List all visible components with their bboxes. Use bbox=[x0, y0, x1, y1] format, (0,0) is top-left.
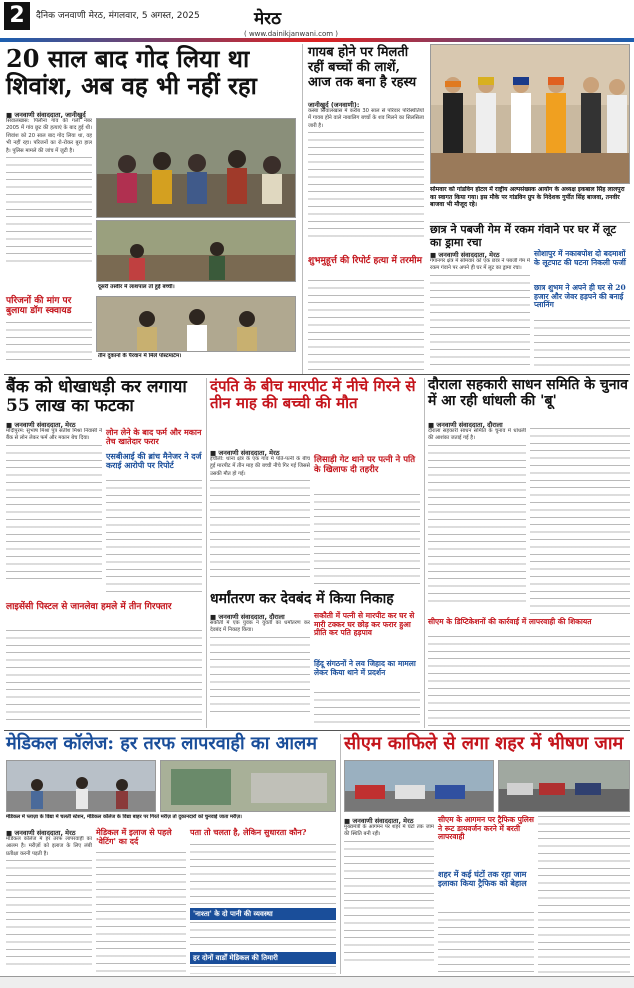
story1-byline: ■ जनवाणी संवाददाता, जानीखुर्द bbox=[6, 111, 86, 119]
story3-sidebar-headline2: छात्र शुभम ने अपने ही घर से 20 हजार और जेवर हड़पने की बनाई प्लानिंग bbox=[534, 283, 626, 310]
story4-highlight2: एसबीआई की ब्रांच मैनेजर ने दर्ज कराई आरोपी पर रिपोर्ट bbox=[106, 451, 202, 471]
story2-body: कस्बा सिवालखास में करीब 30 साल से परिवार परिस्थितियों में गायब होने वाले नाबालिग बच्चों के शव मिलने का सिलसिला जारी है। bbox=[308, 108, 424, 254]
story6-headline: दौराला सहकारी साधन समिति के चुनाव में आ रही धांधली की 'बू' bbox=[428, 377, 628, 409]
story8-byline: ■ जनवाणी संवाददाता, मेरठ bbox=[6, 829, 76, 837]
story9-photo2 bbox=[498, 760, 630, 812]
story8-body: मेडिकल कॉलेज में हर तरफ लापरवाही का आलम है। मरीज़ों को इलाज के लिए लंबी प्रतीक्षा करनी पड़ती है। bbox=[6, 836, 92, 974]
story5-body-continued bbox=[314, 494, 420, 588]
section-divider bbox=[4, 730, 630, 731]
story1-photo-caption: दूसरी तस्वीर में लाशपाल तो हुई बच्ची। bbox=[98, 284, 175, 290]
story7-byline: ■ जनवाणी संवाददाता, दौराला bbox=[210, 613, 285, 621]
body-text-lines bbox=[6, 860, 92, 970]
story8-subheadline2: पता तो चलता है, लेकिन सुधारता कौन? bbox=[190, 827, 307, 837]
story8-body-col2 bbox=[96, 852, 186, 974]
website-link[interactable]: ( www.dainikjanwani.com ) bbox=[244, 30, 339, 38]
column-divider bbox=[302, 44, 303, 374]
story3-headline: छात्र ने पबजी गेम में रकम गंवाने पर घर में लूट का ड्रामा रचा bbox=[430, 223, 617, 249]
story8-subheadline: मेडिकल में इलाज से पहले 'वेटिंग' का दर्द bbox=[96, 827, 172, 847]
story4-highlight: लोन लेने के बाद फर्म और मकान तेच खातेदार फरार bbox=[106, 427, 202, 447]
story2-body-continued bbox=[308, 280, 424, 372]
story9-subheadline2: शहर में कई घंटों तक रहा जाम इलाका किया ट्रैफिक को बेहाल bbox=[438, 869, 527, 889]
body-text-lines bbox=[6, 157, 92, 267]
traffic-photo bbox=[345, 761, 494, 812]
story1-photo2 bbox=[96, 296, 296, 352]
hospital-photo bbox=[7, 761, 156, 812]
section-title: मेरठ bbox=[254, 9, 281, 29]
event-photo-caption: सोमवार को गांडविन होटल में राष्ट्रीय अल्पसंख्यक आयोग के अध्यक्ष इकबाल सिंह लालपुरा का स्वागत किया गया। इस मौके पर गांडविन ग्रुप के निदेशक गुर्पीत सिंह बाजवा, तनवीर बाजवा भी मौजूद रहे। bbox=[430, 186, 625, 209]
story1-photo2-caption: तीन दुकानों के पैरवान में मिले पोस्टमार्टम। bbox=[98, 353, 182, 359]
story1-body: सिवालखास: पिलौना गांव की गली नंबर 2005 में गांव छूट की हत्याएं के बाद हुई थी। शिवांश को 20 साल बाद गोद लिया था, वह भी नहीं रहा। परिजनों का रो-रोकर बुरा हाल है। पुलिस मामले की जांच में जुटी है। bbox=[6, 118, 92, 288]
story1-headline: 20 साल बाद गोद लिया था शिवांश, अब वह भी नहीं रहा bbox=[6, 44, 257, 100]
header-rule bbox=[0, 38, 634, 42]
masthead bbox=[0, 0, 634, 40]
body-text-lines bbox=[210, 637, 310, 717]
story6-sub-body bbox=[428, 636, 630, 726]
story2-byline: जानीखुर्द (जनवाणी): bbox=[308, 101, 360, 109]
story9-headline: सीएम काफिले से लगा शहर में भीषण जाम bbox=[344, 733, 624, 754]
story4-body: मोदीपुरम: सुभाष मिश्रा पुत्र सतीश मिश्रा निवासी ने बैंक से लोन लेकर फर्म और मकान बेच दिया। bbox=[6, 428, 102, 598]
body-text-lines bbox=[428, 445, 526, 605]
column-divider bbox=[340, 734, 341, 974]
column-divider bbox=[206, 378, 207, 728]
body-text-lines bbox=[308, 132, 424, 242]
story9-body-col2 bbox=[438, 912, 534, 974]
story7-body-continued bbox=[314, 692, 420, 726]
group-photo bbox=[431, 45, 630, 184]
body-text-lines bbox=[430, 275, 530, 365]
story8-body-col3 bbox=[190, 844, 336, 906]
jam-photo bbox=[499, 761, 630, 812]
body-text-lines bbox=[344, 841, 434, 965]
story9-body: मुख्यमंत्री के आगमन पर शहर में घंटों तक जाम की स्थिति बनी रही। bbox=[344, 824, 434, 974]
story8-box-title: 'नाश्ता' के दो पानी की व्यवस्था bbox=[190, 908, 336, 920]
story6-body: दौराला सहकारी साधन समिति के चुनाव में धांधली की आशंका जताई गई है। bbox=[428, 428, 526, 614]
story3-byline: ■ जनवाणी संवाददाता, मेरठ bbox=[430, 251, 500, 259]
story1-body-continued bbox=[6, 322, 92, 366]
story4-sub-body bbox=[6, 630, 202, 726]
story1-photo-inset bbox=[96, 220, 296, 282]
story8-box-body bbox=[190, 922, 336, 950]
story6-byline: ■ जनवाणी संवाददाता, दौराला bbox=[428, 421, 503, 429]
story4-body-continued bbox=[106, 480, 202, 598]
crowd-photo bbox=[97, 119, 296, 218]
event-photo bbox=[430, 44, 630, 184]
column-divider bbox=[424, 378, 425, 728]
paper-meta: दैनिक जनवाणी मेरठ, मंगलवार, 5 अगस्त, 2025 bbox=[36, 11, 200, 21]
story8-headline: मेडिकल कॉलेज: हर तरफ लापरवाही का आलम bbox=[6, 733, 317, 754]
story8-photo2 bbox=[160, 760, 336, 812]
story9-byline: ■ जनवाणी संवाददाता, मेरठ bbox=[344, 817, 414, 825]
story4-byline: ■ जनवाणी संवाददाता, मेरठ bbox=[6, 421, 76, 429]
story7-headline: धर्मांतरण कर देवबंद में किया निकाह bbox=[210, 591, 394, 607]
story8-box2-body bbox=[190, 966, 336, 974]
story5-headline: दंपति के बीच मारपीट में नीचे गिरने से तीन माह की बच्ची की मौत bbox=[210, 377, 416, 412]
story3-body: गंगानगर क्षेत्र में सोमवार को एक छात्र ने पबजी गेम में रकम गंवाने पर अपने ही घर में लूट का ड्रामा रचा। bbox=[430, 258, 530, 372]
story6-body-col2 bbox=[530, 428, 630, 614]
body-text-lines bbox=[6, 445, 102, 585]
story6-subheadline: सीएम के डिप्टिकेशनों की कार्रवाई में लापरवाही की शिकायत bbox=[428, 617, 592, 626]
story1-subheadline: परिजनों की मांग पर बुलाया डॉग स्क्वायड bbox=[6, 296, 72, 317]
story5-byline: ■ जनवाणी संवाददाता, मेरठ bbox=[210, 449, 280, 457]
ward-photo bbox=[161, 761, 336, 812]
story7-body: सकौती में एक युवक ने युवती का धर्मांतरण कर देवबंद में निकाह किया। bbox=[210, 620, 310, 726]
story3-sidebar-body bbox=[534, 320, 630, 372]
story9-body-col3 bbox=[538, 816, 630, 974]
story5-subheadline: लिसाड़ी गेट थाने पर पत्नी ने पति के खिलाफ दी तहरीर bbox=[314, 455, 416, 475]
story5-body: इंचौली: थाना क्षेत्र के एक गांव में पति-पत्नी के बीच हुई मारपीट में तीन माह की बच्ची नीचे गिर गई जिससे उसकी मौत हो गई। bbox=[210, 456, 310, 588]
story8-box-title2: हर दोनों वार्डों मेडिकल की तिमारी bbox=[190, 952, 336, 964]
footer-strip bbox=[0, 976, 634, 988]
story3-sidebar-headline: सोशापुर में नकाबपोश दो बदमाशों के लूटपाट की घटना निकली फर्जी bbox=[534, 249, 626, 267]
story9-photo bbox=[344, 760, 494, 812]
story7-subheadline2: हिंदू संगठनों ने लव जिहाद का मामला लेकर किया थाने में प्रदर्शन bbox=[314, 659, 416, 677]
police-photo bbox=[97, 297, 296, 352]
story2-headline: गायब होने पर मिलती रहीं बच्चों की लाशें, आज तक बना है रहस्य bbox=[308, 45, 417, 90]
section-divider bbox=[4, 374, 630, 375]
story9-subheadline: सीएम के आगमन पर ट्रैफिक पुलिस ने रूट डायवर्जन करने में बरती लापरवाही bbox=[438, 815, 534, 842]
story2-subheadline: शुभमुहूर्त्त की रिपोर्ट हत्या में तरमीम bbox=[308, 256, 422, 266]
story7-subheadline: सकौती में पत्नी से मारपीट कर घर से मारी टक्कर घर छोड़ कर फरार हुआ प्रीति कर पति हड़पाव bbox=[314, 611, 415, 638]
story1-photo bbox=[96, 118, 296, 218]
story4-subheadline: लाइसेंसी पिस्टल से जानलेवा हमले में तीन गिरफ्तार bbox=[6, 602, 172, 612]
story8-photo-caption: मेडिकल में प्लाज़ा के विद्या में चलती स्टेशन, मेडिकल कॉलेज के विद्या बाहर पर गिरते मरीज़ तो दुकानदारों को चुनवाई जाता मरीज़। bbox=[6, 814, 242, 820]
village-photo bbox=[97, 221, 296, 282]
page-number: 2 bbox=[4, 2, 30, 30]
story4-headline: बैंक को धोखाधड़ी कर लगाया 55 लाख का फटका bbox=[6, 377, 187, 417]
story8-photo bbox=[6, 760, 156, 812]
body-text-lines bbox=[210, 480, 310, 580]
